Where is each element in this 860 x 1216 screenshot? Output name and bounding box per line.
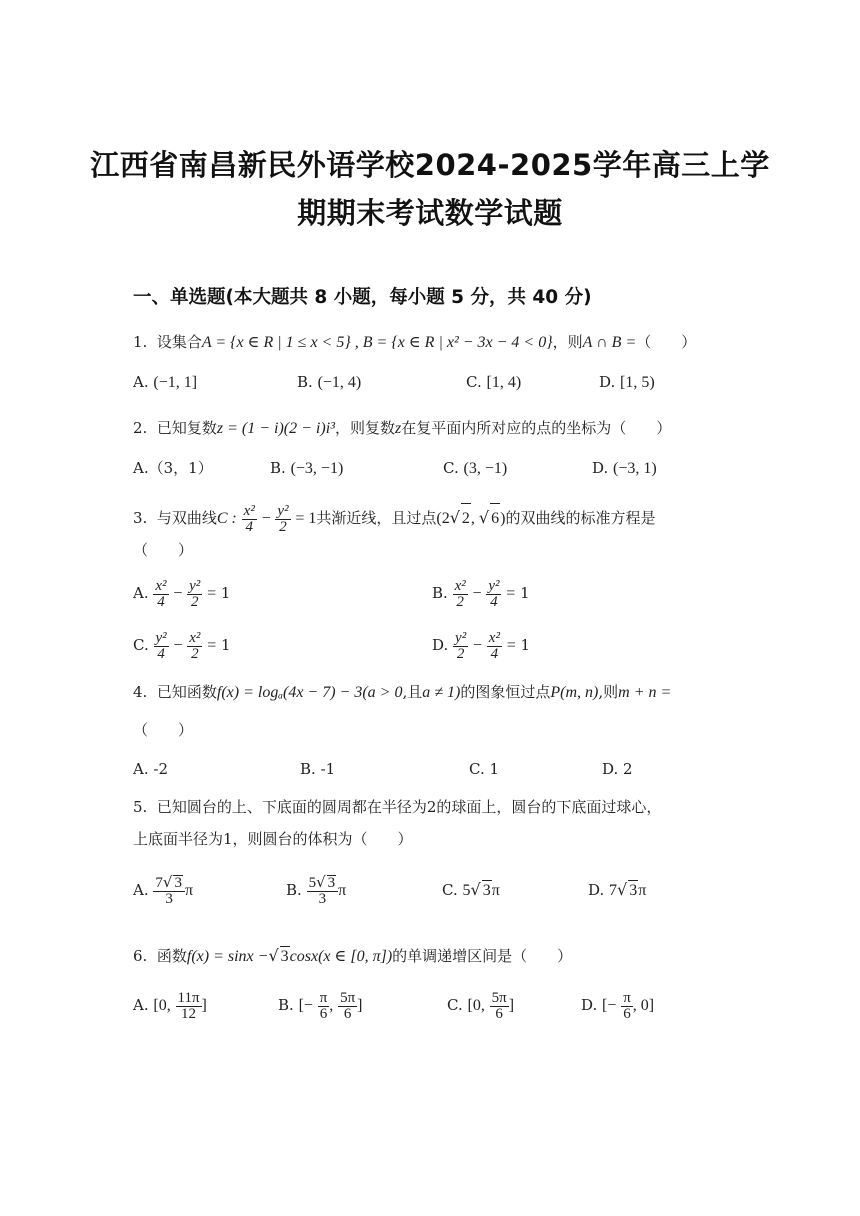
option-d: D. [− $\frac{\pi}{6}$ , 0]	[581, 989, 655, 1022]
question-text: ，则复数	[334, 419, 395, 437]
fraction: $\frac{\text{y²}}{2}$	[277, 502, 289, 535]
option-a: A.（3，1）	[133, 459, 213, 477]
option-c: C. $\frac{\text{y²}}{4}$ − $\frac{\text{x²}}{2}$ = 1	[133, 629, 231, 662]
option-c: C. [0, $\frac{5\pi}{6}$ ]	[447, 989, 515, 1022]
question-number: 6.	[133, 947, 148, 965]
option-b: B. (−3, −1)	[270, 459, 344, 477]
option-a: A. [0, $\frac{11\pi}{12}$ ]	[133, 989, 207, 1022]
option-b: B. -1	[300, 760, 336, 778]
question-text: 的图象恒过点	[460, 683, 551, 701]
math-expression: P(m, n)	[550, 684, 599, 701]
math-expression: cosx(x ∈ [0, π])	[289, 948, 393, 965]
option-a: A. $\frac{\text{x²}}{4}$ − $\frac{\text{y²}}{2}$ = 1	[133, 577, 231, 610]
option-d: D. (−3, 1)	[592, 459, 657, 477]
math-expression: C :	[216, 510, 237, 527]
question-1	[133, 332, 696, 353]
option-d: D. 2	[602, 760, 633, 778]
document-title-line-2: 期期末考试数学试题	[297, 196, 563, 230]
math-expression: z = (1 − i)(2 − i)i³	[216, 420, 335, 437]
question-text: ,则	[598, 683, 619, 701]
option-a: A. (−1, 1]	[133, 373, 198, 391]
question-text: 设集合	[156, 333, 202, 351]
math-operator: −	[261, 510, 271, 527]
option-c: C. 5√ 3π	[442, 880, 500, 899]
math-expression: f(x) = logₐ(4x − 7) − 3(a > 0	[216, 684, 403, 701]
question-text: 已知函数	[156, 683, 217, 701]
question-number: 3.	[133, 509, 148, 527]
question-text: 函数	[156, 947, 187, 965]
question-6	[133, 946, 572, 967]
question-text: ，则	[552, 333, 583, 351]
question-4-continuation: （ ）	[133, 721, 194, 739]
option-d: D. $\frac{\text{y²}}{2}$ − $\frac{\text{x²}}{4}$ = 1	[432, 629, 531, 662]
question-text: 的双曲线的标准方程是	[505, 509, 656, 527]
question-5-continuation: 上底面半径为1，则圆台的体积为（ ）	[133, 830, 413, 848]
option-c: C. 1	[469, 760, 500, 778]
question-text: 已知圆台的上、下底面的圆周都在半径为2的球面上，圆台的下底面过球心，	[156, 798, 662, 816]
point-expression: (2√ 2, √ 6)	[436, 510, 505, 527]
question-number: 4.	[133, 683, 148, 701]
option-b: B. $\frac{\text{x²}}{2}$ − $\frac{\text{y²}}{4}$ = 1	[432, 577, 530, 610]
option-a: A. $\frac{7√ 3}{3}$ π	[133, 873, 194, 907]
option-d: D. [1, 5)	[599, 373, 655, 391]
option-b: B. [− $\frac{\pi}{6}$ , $\frac{5\pi}{6}$ ]	[278, 989, 363, 1022]
option-d: D. 7√ 3π	[588, 880, 647, 899]
fraction: $\frac{\text{x²}}{4}$	[243, 502, 255, 535]
question-2	[133, 418, 671, 439]
question-number: 1.	[133, 333, 148, 351]
option-b: B. (−1, 4)	[297, 373, 362, 391]
option-c: C. [1, 4)	[466, 373, 522, 391]
math-expression: m + n =	[618, 684, 672, 701]
sqrt-expression: √ 3	[268, 946, 289, 965]
question-number: 2.	[133, 419, 148, 437]
math-expression: z	[394, 420, 402, 437]
option-a: A. -2	[133, 760, 169, 778]
question-text: 在复平面内所对应的点的坐标为（ ）	[401, 419, 672, 437]
math-expression: f(x) = sinx −	[186, 948, 269, 965]
option-b: B. $\frac{5√ 3}{3}$ π	[286, 873, 347, 907]
section-heading: 一、单选题(本大题共 8 小题，每小题 5 分，共 40 分)	[133, 287, 592, 308]
question-text: （ ）	[636, 333, 697, 351]
math-expression: = 1	[295, 510, 317, 527]
question-text: 的单调递增区间是（ ）	[392, 947, 573, 965]
math-expression: a ≠ 1)	[422, 684, 461, 701]
question-5	[133, 797, 661, 817]
question-text: 共渐近线，且过点	[316, 509, 437, 527]
question-text: 已知复数	[156, 419, 217, 437]
question-text: 与双曲线	[156, 509, 217, 527]
math-expression: A = {x ∈ R | 1 ≤ x < 5} , B = {x ∈ R | x² − 3x − 4 < 0}	[201, 334, 553, 351]
question-3-continuation: （ ）	[133, 541, 194, 559]
question-number: 5.	[133, 798, 148, 816]
math-expression: A ∩ B =	[582, 334, 637, 351]
question-3	[133, 503, 655, 535]
option-c: C. (3, −1)	[443, 459, 508, 477]
document-title-line-1: 江西省南昌新民外语学校2024-2025学年高三上学	[90, 148, 770, 182]
question-4	[133, 682, 671, 703]
question-text: ,且	[402, 683, 423, 701]
